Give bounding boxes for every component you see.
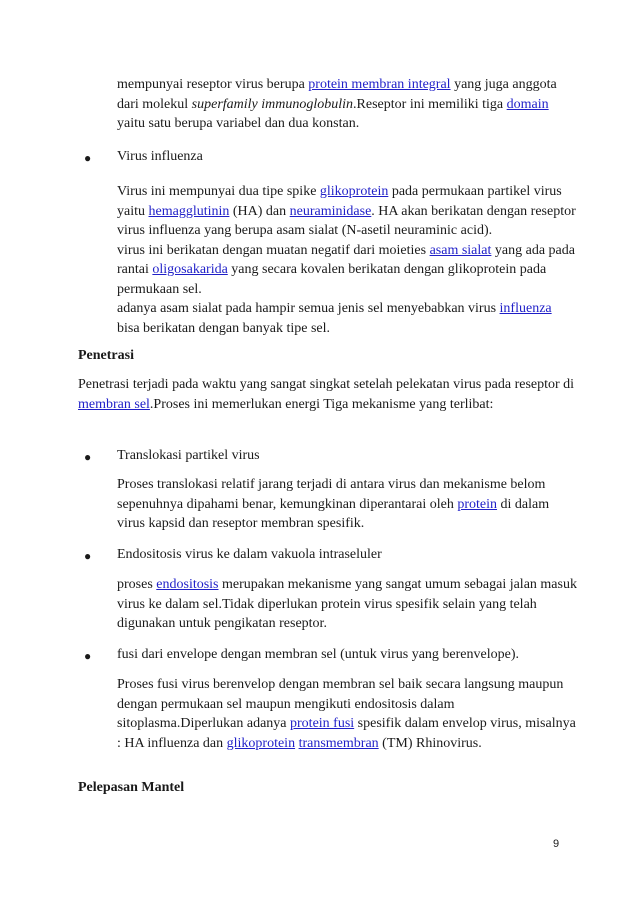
text: . HA akan berikatan dengan reseptor virus influenza yang berupa asam sialat (N-asetil neuraminic acid).: [117, 203, 576, 238]
link-protein-fusi[interactable]: protein fusi: [290, 716, 355, 731]
italic-term: superfamily immunoglobulin: [191, 96, 354, 112]
paragraph-influenza: [117, 182, 577, 338]
text: Proses translokasi relatif jarang terjadi di antara virus dan mekanisme belom sepenuhnya dipahami benar, kemungkinan diperantarai oleh: [117, 477, 546, 512]
link-transmembran[interactable]: transmembran: [298, 735, 379, 751]
bullet-endositosis: Endositosis virus ke dalam vakuola intraseluler: [117, 547, 382, 562]
link-asam-sialat[interactable]: asam sialat: [429, 242, 492, 258]
text: proses: [117, 577, 157, 592]
link-protein-membran-integral[interactable]: protein membran integral: [308, 77, 451, 92]
link-influenza[interactable]: influenza: [499, 301, 552, 316]
link-protein[interactable]: protein: [457, 496, 498, 512]
bullet-icon: ●: [84, 450, 92, 464]
text: .Proses ini memerlukan energi Tiga mekanisme yang terlibat:: [149, 396, 494, 412]
bullet-virus-influenza: Virus influenza: [117, 149, 203, 164]
text: Proses fusi virus berenvelop dengan membran sel baik secara langsung maupun dengan permukaan sel maupun mengikuti endositosis dalam sitoplasma.Diperlukan adanya: [117, 677, 564, 731]
text: yaitu satu berupa variabel dan dua konstan.: [117, 116, 360, 131]
text: Penetrasi terjadi pada waktu yang sangat singkat setelah pelekatan virus pada reseptor di: [78, 377, 575, 392]
bullet-translokasi: Translokasi partikel virus: [117, 448, 260, 463]
link-domain[interactable]: domain: [506, 96, 549, 112]
text: adanya asam sialat pada hampir semua jenis sel menyebabkan virus: [117, 301, 500, 316]
paragraph-fusi: [117, 675, 577, 753]
link-neuraminidase[interactable]: neuraminidase: [289, 203, 372, 219]
bullet-icon: ●: [84, 151, 92, 165]
bullet-fusi: fusi dari envelope dengan membran sel (untuk virus yang berenvelope).: [117, 647, 519, 662]
paragraph-penetrasi: [78, 375, 578, 414]
text: merupakan mekanisme yang sangat umum sebagai jalan masuk virus ke dalam sel.Tidak diperlukan protein virus spesifik selain yang telah digunakan untuk pengikatan reseptor.: [117, 577, 577, 631]
paragraph-receptor: [117, 75, 577, 134]
text: virus ini berikatan dengan muatan negatif dari moieties: [117, 242, 430, 258]
page-number: 9: [553, 838, 560, 850]
text: yang juga anggota dari molekul: [117, 77, 557, 112]
heading-penetrasi: Penetrasi: [78, 348, 134, 363]
link-hemagglutinin[interactable]: hemagglutinin: [148, 203, 230, 219]
text: .Reseptor ini memiliki tiga: [353, 96, 507, 112]
text: spesifik dalam envelop virus, misalnya : HA influenza dan: [117, 716, 576, 751]
link-glikoprotein-2[interactable]: glikoprotein: [226, 735, 296, 751]
link-endositosis[interactable]: endositosis: [156, 577, 219, 592]
text: di dalam virus kapsid dan reseptor membran spesifik.: [117, 496, 550, 531]
text: Virus ini mempunyai dua tipe spike: [117, 184, 320, 199]
text: bisa berikatan dengan banyak tipe sel.: [117, 320, 331, 336]
bullet-icon: ●: [84, 649, 92, 663]
text: (HA) dan: [229, 203, 290, 219]
link-membran-sel[interactable]: membran sel: [78, 396, 150, 412]
bullet-icon: ●: [84, 549, 92, 563]
text: yang secara kovalen berikatan dengan glikoprotein pada permukaan sel.: [117, 262, 547, 297]
text: yang ada pada rantai: [117, 242, 575, 277]
text: (TM) Rhinovirus.: [378, 735, 482, 751]
paragraph-endositosis: [117, 575, 577, 634]
paragraph-translokasi: [117, 475, 577, 534]
link-glikoprotein[interactable]: glikoprotein: [319, 184, 389, 199]
text: mempunyai reseptor virus berupa: [117, 77, 309, 92]
text: pada permukaan partikel virus yaitu: [117, 184, 562, 219]
heading-pelepasan-mantel: Pelepasan Mantel: [78, 780, 185, 795]
link-oligosakarida[interactable]: oligosakarida: [152, 262, 228, 277]
